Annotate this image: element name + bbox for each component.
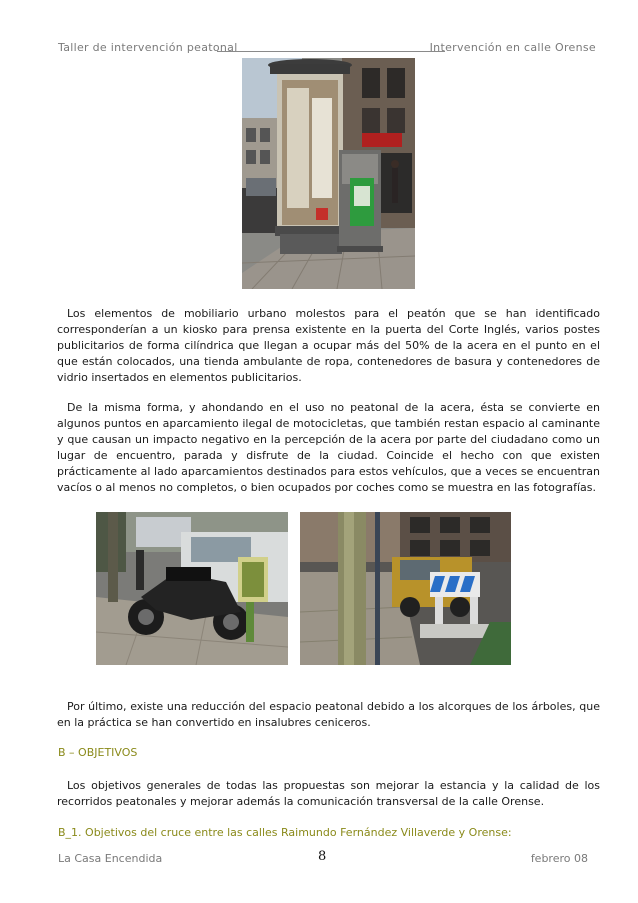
header-title-left: Taller de intervención peatonal	[58, 41, 238, 54]
paragraph-objectives-text: Los objetivos generales de todas las propuestas son mejorar la estancia y la calidad de los recorridos peatonales y mejorar además la comunicación transversal de la calle Orense.	[57, 779, 600, 808]
header-title-right: Intervención en calle Orense	[429, 41, 596, 54]
paragraph-tree-pits	[57, 699, 600, 731]
footer-left: La Casa Encendida	[58, 852, 163, 865]
header-rule	[217, 51, 445, 52]
section-b-heading: B – OBJETIVOS	[58, 746, 138, 759]
paragraph-furniture	[57, 306, 600, 386]
paragraph-furniture-text: Los elementos de mobiliario urbano molestos para el peatón que se han identificado corresponderían a un kiosko para prensa existente en la puerta del Corte Inglés, varios postes publicitarios de forma cilíndrica que llegan a ocupar más del 50% de la acera en el punto en el que están colocados, una tienda ambulante de ropa, contenedores de basura y contenedores de vidrio insertados en elementos publicitarios.	[57, 307, 600, 384]
photo-tree-barrier	[300, 512, 511, 665]
photo-advertising-column	[242, 58, 415, 289]
paragraph-parking-text: De la misma forma, y ahondando en el uso no peatonal de la acera, ésta se convierte en algunos puntos en aparcamiento ilegal de motocicletas, que también restan espacio al caminante y que causan un impacto negativo en la percepción de la acera por parte del ciudadano como un lugar de encuentro, parada y disfrute de la ciudad. Coincide el hecho con que existen prácticamente al lado aparcamientos destinados para estos vehículos, que a veces se encuentran vacíos o al menos no completos, o bien ocupados por coches como se muestra en las fotografías.	[57, 401, 600, 494]
footer-right: febrero 08	[530, 852, 588, 865]
page-number: 8	[318, 849, 327, 864]
photo-motorcycle	[96, 512, 288, 665]
paragraph-objectives	[57, 778, 600, 810]
section-b1-heading: B_1. Objetivos del cruce entre las calles Raimundo Fernández Villaverde y Orense:	[58, 826, 512, 839]
paragraph-tree-pits-text: Por último, existe una reducción del espacio peatonal debido a los alcorques de los árboles, que en la práctica se han convertido en insalubres ceniceros.	[57, 700, 600, 729]
paragraph-parking	[57, 400, 600, 496]
